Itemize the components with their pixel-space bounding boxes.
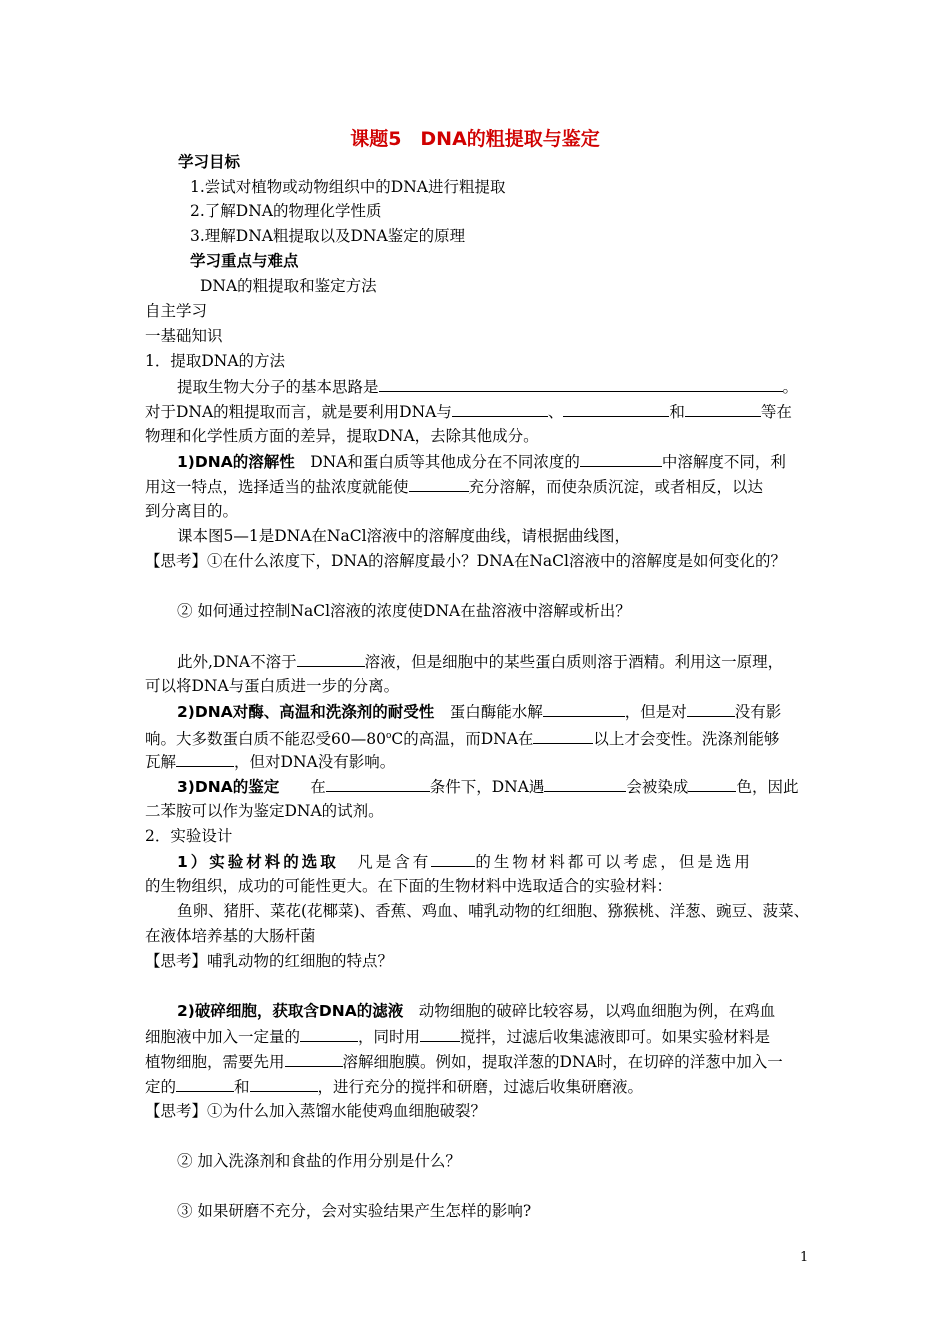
paragraph-line: 2)破碎细胞，获取含DNA的滤液 动物细胞的破碎比较容易，以鸡血细胞为例，在鸡血 — [177, 1002, 776, 1020]
think-question: 【思考】①为什么加入蒸馏水能使鸡血细胞破裂？ — [145, 1102, 487, 1120]
paragraph-line: 1）实验材料的选取 凡是含有 的生物材料都可以考虑，但是选用 — [177, 850, 842, 872]
paragraph-line: 2)DNA对酶、高温和洗涤剂的耐受性 蛋白酶能水解 ，但是对 没有影 — [177, 700, 842, 722]
think-question: 【思考】①在什么浓度下，DNA的溶解度最小？DNA在NaCl溶液中的溶解度是如何变化的？ — [145, 552, 786, 570]
goals-heading: 学习目标 — [178, 153, 241, 171]
think-question: 【思考】哺乳动物的红细胞的特点？ — [145, 952, 394, 970]
paragraph-line: 的生物组织，成功的可能性更大。在下面的生物材料中选取适合的实验材料： — [145, 877, 673, 895]
paragraph-line: 对于DNA的粗提取而言，就是要利用DNA与 、 和 等在 — [145, 400, 810, 422]
paragraph-line: 瓦解 ，但对DNA没有影响。 — [145, 750, 810, 772]
break-cells-heading: 2)破碎细胞，获取含DNA的滤液 — [177, 1002, 404, 1020]
paragraph-line: 二苯胺可以作为鉴定DNA的试剂。 — [145, 802, 384, 820]
material-heading: 1）实验材料的选取 — [177, 853, 339, 871]
blank — [688, 775, 736, 792]
paragraph-line: 鱼卵、猪肝、菜花(花椰菜)、香蕉、鸡血、哺乳动物的红细胞、猕猴桃、洋葱、豌豆、菠菜、 — [177, 902, 810, 920]
blank — [543, 700, 625, 717]
section-2-heading: 2．实验设计 — [145, 827, 233, 845]
blank — [563, 400, 669, 417]
think-question: ② 加入洗涤剂和食盐的作用分别是什么？ — [177, 1152, 461, 1170]
blank — [687, 700, 735, 717]
solubility-heading: 1)DNA的溶解性 — [177, 453, 295, 471]
blank — [250, 1075, 318, 1092]
blank — [300, 1025, 358, 1042]
paragraph-line: 课本图5—1是DNA在NaCl溶液中的溶解度曲线，请根据曲线图， — [177, 527, 631, 545]
think-question: ② 如何通过控制NaCl溶液的浓度使DNA在盐溶液中溶解或析出？ — [177, 602, 631, 620]
basic-heading: 一基础知识 — [145, 327, 223, 345]
paragraph-line: 提取生物大分子的基本思路是 。 — [177, 375, 842, 397]
keys-heading: 学习重点与难点 — [190, 252, 299, 270]
paragraph-line: 响。大多数蛋白质不能忍受60—80$^o$C的高温，而DNA在 以上才会变性。洗涤剂能够 — [145, 725, 810, 747]
page-title: 课题5 DNA的粗提取与鉴定 — [350, 128, 600, 150]
blank — [379, 375, 783, 392]
page-number: 1 — [800, 1250, 809, 1265]
blank — [420, 1025, 460, 1042]
tolerance-heading: 2)DNA对酶、高温和洗涤剂的耐受性 — [177, 703, 435, 721]
identification-heading: 3)DNA的鉴定 — [177, 778, 280, 796]
blank — [580, 450, 662, 467]
paragraph-line: 此外,DNA不溶于 溶液，但是细胞中的某些蛋白质则溶于酒精。利用这一原理， — [177, 650, 842, 672]
goal-item: 1.尝试对植物或动物组织中的DNA进行粗提取 — [190, 178, 506, 196]
paragraph-line: 可以将DNA与蛋白质进一步的分离。 — [145, 677, 400, 695]
paragraph-line: 用这一特点，选择适当的盐浓度就能使 充分溶解，而使杂质沉淀，或者相反，以达 — [145, 475, 810, 497]
section-1-heading: 1．提取DNA的方法 — [145, 352, 286, 370]
keys-text: DNA的粗提取和鉴定方法 — [200, 277, 377, 295]
blank — [409, 475, 469, 492]
blank — [544, 775, 626, 792]
paragraph-line: 细胞液中加入一定量的 ，同时用 搅拌，过滤后收集滤液即可。如果实验材料是 — [145, 1025, 810, 1047]
paragraph-line: 3)DNA的鉴定 在 条件下，DNA遇 会被染成 色，因此 — [177, 775, 842, 797]
think-question: ③ 如果研磨不充分，会对实验结果产生怎样的影响? — [177, 1202, 532, 1220]
blank — [452, 400, 548, 417]
blank — [176, 1075, 234, 1092]
paragraph-line: 定的 和 ，进行充分的搅拌和研磨，过滤后收集研磨液。 — [145, 1075, 810, 1097]
blank — [176, 750, 234, 767]
blank — [285, 1050, 343, 1067]
blank — [533, 727, 593, 744]
goal-item: 2.了解DNA的物理化学性质 — [190, 202, 382, 220]
paragraph-line: 在液体培养基的大肠杆菌 — [145, 927, 316, 945]
paragraph-line: 到分离目的。 — [145, 502, 239, 520]
goal-item: 3.理解DNA粗提取以及DNA鉴定的原理 — [190, 227, 466, 245]
blank — [431, 850, 475, 867]
paragraph-line: 1)DNA的溶解性 DNA和蛋白质等其他成分在不同浓度的 中溶解度不同，利 — [177, 450, 842, 472]
self-study-heading: 自主学习 — [145, 302, 208, 320]
blank — [297, 650, 365, 667]
paragraph-line: 植物细胞，需要先用 溶解细胞膜。例如，提取洋葱的DNA时，在切碎的洋葱中加入一 — [145, 1050, 810, 1072]
blank — [685, 400, 761, 417]
blank — [326, 775, 430, 792]
paragraph-line: 物理和化学性质方面的差异，提取DNA，去除其他成分。 — [145, 427, 539, 445]
